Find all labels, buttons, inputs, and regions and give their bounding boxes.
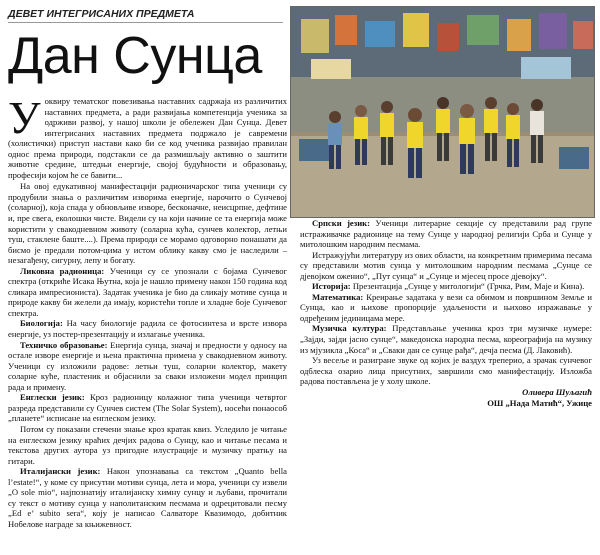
section-math-label: Математика: — [312, 291, 364, 302]
section-history-text: Презентација „Сунце у митологији“ (Грчка, Рим, Маје и Кина). — [352, 281, 585, 292]
article-title: Дан Сунца — [8, 27, 262, 85]
section-serbian-label: Српски језик: — [312, 218, 370, 228]
section-history-label: Историја: — [312, 281, 351, 292]
section-biology-label: Биологија: — [20, 318, 63, 329]
section-italian-label: Италијански језик: — [20, 466, 101, 477]
section-technical-text: Енергија сунца, значај и предности у односу на остале изворе енергије и њена практична примена у свакодневном животу. Ученици су изложили радове: летњи туш, соларни колектор, макету соларне куће, пластеник и објаснили за сваки изложени модел принцип рада и примену. — [8, 339, 287, 392]
article-column-right — [300, 218, 592, 409]
school-name: ОШ „Нада Матић“, Ужице — [487, 397, 592, 408]
section-biology — [8, 318, 287, 339]
section-technical — [8, 340, 287, 393]
event-photo — [290, 6, 595, 218]
intro-paragraph — [8, 92, 287, 180]
section-technical-label: Техничко образовање: — [20, 339, 108, 350]
section-history — [300, 281, 592, 292]
section-kicker: ДЕВЕТ ИНТЕГРИСАНИХ ПРЕДМЕТА — [8, 8, 283, 23]
section-serbian-text: Ученици литерарне секције су представили рад групе истраживачке радионице на тему Сунце у народној религији Срба и Сунце у митолошким народним песмама. — [300, 218, 592, 250]
section-art-label: Ликовна радионица: — [20, 265, 105, 276]
section-english-label: Енглески језик: — [20, 392, 85, 403]
article-column-left — [8, 92, 288, 529]
section-art-text: Ученици су се упознали с бојама Сунчевог спектра (откриће Исака Њутна, која је нашло примену након 150 година код сликара импресиониста). Задатак ученика је био да сликају мотиве сунца и природе какву би желели да имају, користећи топле и хладне боје Сунчевог спектра. — [8, 265, 288, 318]
paragraph-research: Истражујући литературу из ових области, на конкретним примерима песама су представили мотив сунца у митолошким народним песмама „Сунце се дјевојком оженио“, „Пут сунца“ и „Сунце и мјесец просе дјевојку“. — [300, 249, 592, 281]
section-biology-text: На часу биологије радила се фотосинтеза и врсте извора енергије, уз постер-презентацију и излагање ученика. — [8, 318, 287, 340]
drop-cap: У — [8, 92, 41, 143]
section-italian — [8, 466, 287, 529]
section-math — [300, 292, 592, 324]
section-art — [8, 266, 287, 319]
section-music — [300, 323, 592, 355]
section-italian-text: Након упознавања са текстом „Quanto bella l’estate!“, у коме су присутни мотиви сунца, лета и мора, ученици су извели „O sole mio“, најпознатију италијанску химну сунцу и љубави, прочитали су текст о мотиву сунца у наполитанским песмама и одрецитовали песму „Ed e’ subito sera“, коју је написао Салваторе Квазимодо, добитник Нобелове награде за књижевност. — [8, 466, 287, 529]
paragraph-workshop: На овој едукативној манифестацији радионичарског типа ученици су продубили знања о различитим изворима енергије, нарочито о Сунчевој (соларној), која спада у обновљиве изворе, бесконачне, неисцрпне, дефтине и, пре свега, еколошки чисте. Видели су на који начине се та енергија може користити у свакодневном животу (соларна кућа, сунчев колектор, летњи туш, стаклене баште....). Према природи се морамо одговорно понашати да бисмо је предали потом-цима у истом облику какву смо је наследили – незагађену, сигурну, лепу и богату. — [8, 181, 287, 266]
section-english — [8, 392, 287, 424]
section-music-text: Представљање ученика кроз три музичке нумере: „Зајди, зајди јасно сунце“, македонска народна песма, кореографија на музику из мјузикла „Коса“ и „Сваки дан се сунце рађа“, дечја песма (Д. Лаковић). — [300, 323, 593, 355]
intro-text: оквиру тематског повезивања наставних садржаја из различитих наставних предмета, а ради развијања компетенција ученика за одрживи развој, у нашој школи је обележен Дан Сунца. Девет интегрисаних наставних предмета подржало је савремени (холистички) приступ настави како би се код ученика развијао правилан однос према природи, подстакли се да размишљају активно о заштити животне средине, штедњи енергије, својој будућности и образовању, професији којом ће се бавити... — [8, 96, 287, 180]
school-event-photo-icon — [291, 7, 595, 218]
section-math-text: Креирање задатака у вези са обимом и површином Земље и Сунца, као и њихове пропорције удаљености и њихово изражавање у одређеним јединицама мере. — [300, 291, 592, 323]
section-music-label: Музичка култура: — [312, 323, 387, 334]
paragraph-closing: Уз весеље и разигране звуке од којих је ваздух треперио, а зрачак сунчевог одблеска озарио лица присутних, завршили смо манифестацију. Изложба радова постављена је у холу школе. — [300, 355, 592, 387]
author-name: Оливера Шуљагић — [522, 386, 592, 397]
section-serbian — [300, 218, 592, 250]
section-english-text: Кроз радионицу колажног типа ученици четвртог разреда представили су Сунчев систем (The Solar System), носећи понаособ „планете“ исписане на енглеском језику. — [8, 392, 287, 424]
paragraph-quiz: Потом су показани стечени знање кроз кратак квиз. Уследило је читање на енглеском језику краћих дечјих радова о Сунцу, као и читање песама и текстова других аутора уз пригодне илустрације и музичку пратњу на гитари. — [8, 423, 287, 466]
